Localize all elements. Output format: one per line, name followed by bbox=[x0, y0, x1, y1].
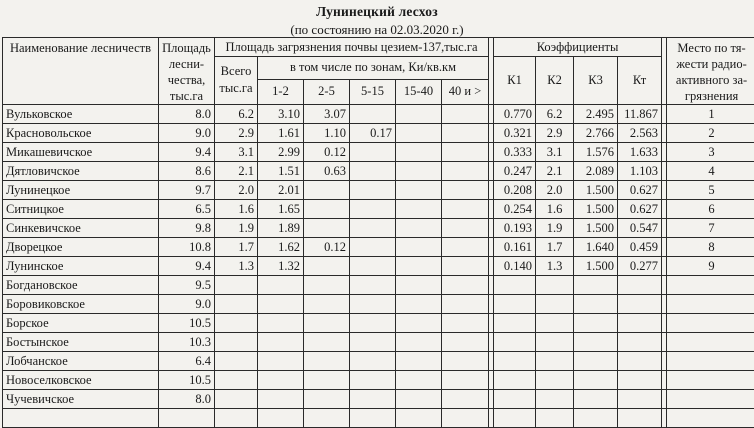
zone-value-cell: 3.10 bbox=[258, 105, 304, 124]
pollution-total-cell: 1.6 bbox=[215, 200, 258, 219]
k2-cell bbox=[536, 352, 574, 371]
zone-value-cell bbox=[442, 352, 489, 371]
k2-cell: 3.1 bbox=[536, 143, 574, 162]
place-cell bbox=[667, 352, 754, 371]
forestry-name-cell: Красновольское bbox=[3, 124, 159, 143]
zone-value-cell bbox=[304, 352, 350, 371]
forestry-name-cell: Вульковское bbox=[3, 105, 159, 124]
k1-cell: 0.333 bbox=[494, 143, 536, 162]
pollution-total-cell bbox=[215, 333, 258, 352]
zone-value-cell bbox=[350, 200, 396, 219]
forestry-area-cell: 9.5 bbox=[159, 276, 215, 295]
header-zone-1-2: 1-2 bbox=[258, 79, 304, 105]
kt-cell: 11.867 bbox=[618, 105, 662, 124]
zone-value-cell bbox=[442, 276, 489, 295]
forestry-area-cell: 10.3 bbox=[159, 333, 215, 352]
k2-cell bbox=[536, 276, 574, 295]
k2-cell: 2.1 bbox=[536, 162, 574, 181]
zone-value-cell bbox=[396, 181, 442, 200]
zone-value-cell bbox=[350, 143, 396, 162]
k1-cell: 0.193 bbox=[494, 219, 536, 238]
zone-value-cell bbox=[350, 333, 396, 352]
header-place: Место по тя-жести радио-активного за-грязнения bbox=[667, 38, 754, 105]
zone-value-cell bbox=[350, 352, 396, 371]
zone-value-cell bbox=[350, 105, 396, 124]
place-cell: 1 bbox=[667, 105, 754, 124]
document-subtitle: (по состоянию на 02.03.2020 г.) bbox=[0, 22, 754, 38]
forestry-name-cell: Дятловичское bbox=[3, 162, 159, 181]
forestry-area-cell: 9.4 bbox=[159, 257, 215, 276]
zone-value-cell bbox=[258, 371, 304, 390]
zone-value-cell: 0.63 bbox=[304, 162, 350, 181]
k2-cell bbox=[536, 333, 574, 352]
header-zone-2-5: 2-5 bbox=[304, 79, 350, 105]
table-row bbox=[3, 295, 754, 314]
place-cell bbox=[667, 295, 754, 314]
empty-cell bbox=[350, 409, 396, 428]
pollution-total-cell bbox=[215, 295, 258, 314]
forestry-name-cell: Лунинское bbox=[3, 257, 159, 276]
zone-value-cell bbox=[442, 314, 489, 333]
header-row-1 bbox=[3, 38, 754, 57]
zone-value-cell bbox=[258, 390, 304, 409]
zone-value-cell bbox=[258, 314, 304, 333]
zone-value-cell bbox=[442, 143, 489, 162]
place-cell: 2 bbox=[667, 124, 754, 143]
zone-value-cell: 0.12 bbox=[304, 143, 350, 162]
header-zone-40-plus: 40 и > bbox=[442, 79, 489, 105]
forestry-area-cell: 10.5 bbox=[159, 371, 215, 390]
forestry-name-cell: Борское bbox=[3, 314, 159, 333]
header-coefficients: Коэффициенты bbox=[494, 38, 662, 57]
k3-cell: 1.500 bbox=[574, 200, 618, 219]
empty-cell bbox=[574, 409, 618, 428]
k3-cell bbox=[574, 314, 618, 333]
document-title: Лунинецкий лесхоз bbox=[0, 4, 754, 20]
zone-value-cell bbox=[304, 371, 350, 390]
table-row bbox=[3, 333, 754, 352]
empty-cell bbox=[258, 409, 304, 428]
k3-cell: 2.089 bbox=[574, 162, 618, 181]
zone-value-cell bbox=[304, 219, 350, 238]
pollution-total-cell: 2.1 bbox=[215, 162, 258, 181]
k2-cell bbox=[536, 295, 574, 314]
pollution-total-cell: 1.9 bbox=[215, 219, 258, 238]
kt-cell: 0.627 bbox=[618, 181, 662, 200]
pollution-total-cell: 2.0 bbox=[215, 181, 258, 200]
place-cell bbox=[667, 390, 754, 409]
forestry-name-cell: Лунинецкое bbox=[3, 181, 159, 200]
zone-value-cell bbox=[350, 390, 396, 409]
zone-value-cell: 1.62 bbox=[258, 238, 304, 257]
kt-cell bbox=[618, 276, 662, 295]
header-total: Всего тыс.га bbox=[215, 57, 258, 105]
zone-value-cell bbox=[258, 352, 304, 371]
zone-value-cell bbox=[442, 105, 489, 124]
zone-value-cell bbox=[396, 390, 442, 409]
pollution-total-cell: 1.3 bbox=[215, 257, 258, 276]
zone-value-cell bbox=[304, 390, 350, 409]
zone-value-cell: 1.65 bbox=[258, 200, 304, 219]
forestry-name-cell: Боровиковское bbox=[3, 295, 159, 314]
zone-value-cell bbox=[442, 162, 489, 181]
pollution-total-cell bbox=[215, 390, 258, 409]
k3-cell: 2.766 bbox=[574, 124, 618, 143]
zone-value-cell: 2.01 bbox=[258, 181, 304, 200]
zone-value-cell bbox=[396, 162, 442, 181]
kt-cell: 2.563 bbox=[618, 124, 662, 143]
table-row bbox=[3, 105, 754, 124]
k1-cell bbox=[494, 276, 536, 295]
header-name: Наименование лесничеств bbox=[3, 38, 159, 105]
place-cell: 9 bbox=[667, 257, 754, 276]
k3-cell: 2.495 bbox=[574, 105, 618, 124]
zone-value-cell bbox=[396, 295, 442, 314]
k3-cell: 1.576 bbox=[574, 143, 618, 162]
k3-cell: 1.500 bbox=[574, 219, 618, 238]
zone-value-cell bbox=[442, 238, 489, 257]
table-row bbox=[3, 371, 754, 390]
table-row bbox=[3, 238, 754, 257]
k3-cell bbox=[574, 371, 618, 390]
zone-value-cell bbox=[350, 295, 396, 314]
zone-value-cell bbox=[258, 333, 304, 352]
empty-cell bbox=[304, 409, 350, 428]
table-row bbox=[3, 390, 754, 409]
kt-cell: 0.277 bbox=[618, 257, 662, 276]
zone-value-cell bbox=[442, 333, 489, 352]
zone-value-cell bbox=[442, 181, 489, 200]
zone-value-cell bbox=[442, 371, 489, 390]
table-row bbox=[3, 181, 754, 200]
place-cell: 5 bbox=[667, 181, 754, 200]
k1-cell bbox=[494, 314, 536, 333]
pollution-total-cell: 2.9 bbox=[215, 124, 258, 143]
table-row bbox=[3, 124, 754, 143]
k2-cell: 6.2 bbox=[536, 105, 574, 124]
place-cell bbox=[667, 371, 754, 390]
zone-value-cell bbox=[350, 314, 396, 333]
k2-cell: 1.7 bbox=[536, 238, 574, 257]
pollution-total-cell: 6.2 bbox=[215, 105, 258, 124]
kt-cell bbox=[618, 352, 662, 371]
k1-cell: 0.208 bbox=[494, 181, 536, 200]
zone-value-cell bbox=[350, 371, 396, 390]
zone-value-cell bbox=[442, 257, 489, 276]
k3-cell bbox=[574, 390, 618, 409]
zone-value-cell bbox=[304, 257, 350, 276]
zone-value-cell bbox=[396, 143, 442, 162]
k1-cell: 0.770 bbox=[494, 105, 536, 124]
table-row bbox=[3, 257, 754, 276]
empty-cell bbox=[3, 409, 159, 428]
forestry-area-cell: 6.5 bbox=[159, 200, 215, 219]
place-cell bbox=[667, 314, 754, 333]
kt-cell: 0.627 bbox=[618, 200, 662, 219]
empty-cell bbox=[536, 409, 574, 428]
zone-value-cell bbox=[350, 276, 396, 295]
pollution-total-cell: 1.7 bbox=[215, 238, 258, 257]
place-cell: 8 bbox=[667, 238, 754, 257]
forestry-area-cell: 8.0 bbox=[159, 390, 215, 409]
k2-cell bbox=[536, 390, 574, 409]
k1-cell: 0.254 bbox=[494, 200, 536, 219]
forestry-name-cell: Лобчанское bbox=[3, 352, 159, 371]
empty-cell bbox=[215, 409, 258, 428]
empty-cell bbox=[396, 409, 442, 428]
zone-value-cell bbox=[442, 390, 489, 409]
empty-cell bbox=[667, 409, 754, 428]
zone-value-cell bbox=[396, 257, 442, 276]
forestry-area-cell: 8.6 bbox=[159, 162, 215, 181]
header-area: Площадь лесни-чества, тыс.га bbox=[159, 38, 215, 105]
k1-cell bbox=[494, 390, 536, 409]
forestry-area-cell: 10.8 bbox=[159, 238, 215, 257]
zone-value-cell bbox=[350, 238, 396, 257]
pollution-total-cell bbox=[215, 314, 258, 333]
zone-value-cell bbox=[442, 124, 489, 143]
zone-value-cell: 1.51 bbox=[258, 162, 304, 181]
pollution-table bbox=[2, 37, 754, 428]
pollution-total-cell: 3.1 bbox=[215, 143, 258, 162]
zone-value-cell bbox=[396, 314, 442, 333]
zone-value-cell bbox=[396, 276, 442, 295]
pollution-total-cell bbox=[215, 352, 258, 371]
zone-value-cell: 1.32 bbox=[258, 257, 304, 276]
kt-cell: 0.547 bbox=[618, 219, 662, 238]
k2-cell: 2.9 bbox=[536, 124, 574, 143]
k2-cell bbox=[536, 314, 574, 333]
empty-cell bbox=[442, 409, 489, 428]
forestry-area-cell: 9.4 bbox=[159, 143, 215, 162]
forestry-area-cell: 6.4 bbox=[159, 352, 215, 371]
forestry-name-cell: Микашевичское bbox=[3, 143, 159, 162]
k1-cell: 0.140 bbox=[494, 257, 536, 276]
zone-value-cell bbox=[304, 333, 350, 352]
place-cell: 6 bbox=[667, 200, 754, 219]
k3-cell: 1.500 bbox=[574, 181, 618, 200]
table-row bbox=[3, 200, 754, 219]
place-cell: 4 bbox=[667, 162, 754, 181]
k2-cell: 1.6 bbox=[536, 200, 574, 219]
zone-value-cell bbox=[396, 124, 442, 143]
table-row bbox=[3, 162, 754, 181]
place-cell bbox=[667, 276, 754, 295]
zone-value-cell: 1.61 bbox=[258, 124, 304, 143]
forestry-name-cell: Новоселковское bbox=[3, 371, 159, 390]
zone-value-cell bbox=[442, 295, 489, 314]
k2-cell: 2.0 bbox=[536, 181, 574, 200]
place-cell bbox=[667, 333, 754, 352]
k1-cell bbox=[494, 371, 536, 390]
header-zones-caption: в том числе по зонам, Ки/кв.км bbox=[258, 57, 489, 80]
zone-value-cell: 3.07 bbox=[304, 105, 350, 124]
forestry-name-cell: Богдановское bbox=[3, 276, 159, 295]
header-zone-15-40: 15-40 bbox=[396, 79, 442, 105]
zone-value-cell bbox=[396, 200, 442, 219]
kt-cell bbox=[618, 333, 662, 352]
k3-cell: 1.640 bbox=[574, 238, 618, 257]
forestry-area-cell: 9.8 bbox=[159, 219, 215, 238]
zone-value-cell bbox=[396, 238, 442, 257]
k3-cell bbox=[574, 295, 618, 314]
zone-value-cell bbox=[304, 200, 350, 219]
zone-value-cell bbox=[396, 105, 442, 124]
zone-value-cell bbox=[304, 314, 350, 333]
table-row bbox=[3, 276, 754, 295]
zone-value-cell: 1.10 bbox=[304, 124, 350, 143]
forestry-name-cell: Чучевичское bbox=[3, 390, 159, 409]
place-cell: 7 bbox=[667, 219, 754, 238]
kt-cell bbox=[618, 314, 662, 333]
table-row bbox=[3, 409, 754, 428]
zone-value-cell bbox=[442, 219, 489, 238]
table-row bbox=[3, 352, 754, 371]
pollution-total-cell bbox=[215, 276, 258, 295]
kt-cell: 0.459 bbox=[618, 238, 662, 257]
zone-value-cell: 1.89 bbox=[258, 219, 304, 238]
empty-cell bbox=[618, 409, 662, 428]
header-pollution: Площадь загрязнения почвы цезием-137,тыс.га bbox=[215, 38, 489, 57]
place-cell: 3 bbox=[667, 143, 754, 162]
table-row bbox=[3, 143, 754, 162]
k2-cell: 1.3 bbox=[536, 257, 574, 276]
header-k3: К3 bbox=[574, 57, 618, 105]
header-kt: Кт bbox=[618, 57, 662, 105]
zone-value-cell bbox=[396, 352, 442, 371]
k2-cell bbox=[536, 371, 574, 390]
zone-value-cell bbox=[350, 219, 396, 238]
forestry-name-cell: Ситницкое bbox=[3, 200, 159, 219]
zone-value-cell bbox=[304, 181, 350, 200]
kt-cell: 1.633 bbox=[618, 143, 662, 162]
forestry-name-cell: Дворецкое bbox=[3, 238, 159, 257]
zone-value-cell bbox=[350, 162, 396, 181]
forestry-area-cell: 9.7 bbox=[159, 181, 215, 200]
forestry-name-cell: Бостынское bbox=[3, 333, 159, 352]
zone-value-cell bbox=[442, 200, 489, 219]
zone-value-cell bbox=[396, 371, 442, 390]
kt-cell bbox=[618, 390, 662, 409]
empty-cell bbox=[159, 409, 215, 428]
zone-value-cell bbox=[396, 219, 442, 238]
k1-cell bbox=[494, 352, 536, 371]
kt-cell bbox=[618, 295, 662, 314]
zone-value-cell: 2.99 bbox=[258, 143, 304, 162]
k1-cell: 0.321 bbox=[494, 124, 536, 143]
header-k2: К2 bbox=[536, 57, 574, 105]
empty-cell bbox=[494, 409, 536, 428]
k3-cell: 1.500 bbox=[574, 257, 618, 276]
zone-value-cell bbox=[396, 333, 442, 352]
zone-value-cell: 0.17 bbox=[350, 124, 396, 143]
zone-value-cell bbox=[304, 276, 350, 295]
k1-cell: 0.161 bbox=[494, 238, 536, 257]
table-row bbox=[3, 219, 754, 238]
header-zone-5-15: 5-15 bbox=[350, 79, 396, 105]
zone-value-cell bbox=[304, 295, 350, 314]
forestry-area-cell: 9.0 bbox=[159, 124, 215, 143]
forestry-area-cell: 9.0 bbox=[159, 295, 215, 314]
k1-cell bbox=[494, 333, 536, 352]
zone-value-cell bbox=[258, 295, 304, 314]
zone-value-cell bbox=[350, 257, 396, 276]
k3-cell bbox=[574, 333, 618, 352]
k2-cell: 1.9 bbox=[536, 219, 574, 238]
header-k1: К1 bbox=[494, 57, 536, 105]
kt-cell bbox=[618, 371, 662, 390]
zone-value-cell bbox=[258, 276, 304, 295]
k3-cell bbox=[574, 276, 618, 295]
pollution-total-cell bbox=[215, 371, 258, 390]
forestry-name-cell: Синкевичское bbox=[3, 219, 159, 238]
zone-value-cell: 0.12 bbox=[304, 238, 350, 257]
k3-cell bbox=[574, 352, 618, 371]
kt-cell: 1.103 bbox=[618, 162, 662, 181]
table-row bbox=[3, 314, 754, 333]
k1-cell: 0.247 bbox=[494, 162, 536, 181]
forestry-area-cell: 10.5 bbox=[159, 314, 215, 333]
forestry-area-cell: 8.0 bbox=[159, 105, 215, 124]
k1-cell bbox=[494, 295, 536, 314]
zone-value-cell bbox=[350, 181, 396, 200]
